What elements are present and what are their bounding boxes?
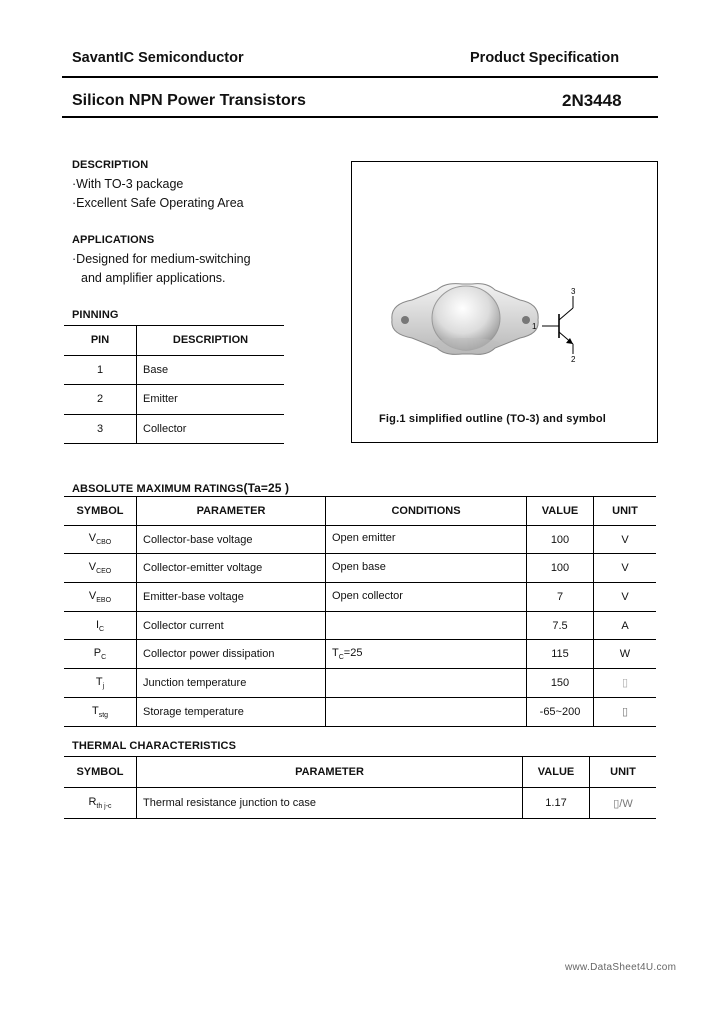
rating-parameter: Emitter-base voltage [137,583,326,612]
product-title: Silicon NPN Power Transistors [72,92,306,109]
pinning-table [64,325,284,444]
rating-symbol: $T_{stg}$ [64,697,137,726]
figure-caption: Fig.1 simplified outline (TO-3) and symbol [379,413,606,425]
pin-label-emitter: 2 [571,355,576,364]
rating-condition: $T_C=25$ [326,640,527,669]
rating-value: 7 [527,583,594,612]
cap-shadow [432,338,500,350]
pin-description: Collector [143,422,187,435]
table-row [64,788,656,819]
table-row [64,414,284,444]
rating-parameter: Collector current [137,611,326,640]
thermal-col-parameter: PARAMETER [137,757,523,788]
thermal-value: 1.17 [523,788,590,819]
ratings-col-conditions: CONDITIONS [326,497,527,526]
rating-value: 100 [527,554,594,583]
rating-value: 150 [527,669,594,698]
ratings-col-value: VALUE [527,497,594,526]
rating-value: 7.5 [527,611,594,640]
rating-unit: W [619,648,631,661]
applications-line: and amplifier applications. [81,271,226,285]
header-rule [62,76,658,78]
table-row [64,640,656,669]
company-name: SavantIC Semiconductor [72,50,244,66]
pin-description: Emitter [143,393,178,406]
thermal-col-value: VALUE [523,757,590,788]
rating-condition [326,611,527,640]
table-row [64,697,656,726]
rating-symbol: $P_C$ [64,640,137,669]
table-row [64,385,284,415]
table-row [64,525,656,554]
table-row [64,611,656,640]
pin-description: Base [143,363,169,376]
ratings-heading [72,481,289,495]
thermal-table [64,756,656,819]
thermal-symbol: $R_{th j-c}$ [64,788,137,819]
pinning-col-pin: PIN [64,326,137,356]
rating-symbol: $T_j$ [64,669,137,698]
document-type: Product Specification [470,50,620,66]
figure-box [351,161,658,443]
table-row [64,355,284,385]
rating-symbol: $V_{EBO}$ [64,583,137,612]
ratings-heading-condition: (Ta=25 ) [243,481,290,495]
thermal-parameter: Thermal resistance junction to case [137,788,523,819]
thermal-unit: ▯/W [613,797,633,810]
ratings-col-symbol: SYMBOL [64,497,137,526]
applications-line: ·Designed for medium-switching [72,252,251,266]
mounting-hole [401,316,409,324]
pin-number: 2 [64,385,137,415]
ratings-heading-main: ABSOLUTE MAXIMUM RATINGS [72,483,244,495]
rating-unit: V [621,590,629,603]
description-item: ·With TO-3 package [72,177,184,191]
rating-parameter: Junction temperature [137,669,326,698]
pin-label-base: 1 [532,322,537,331]
rating-parameter: Collector-emitter voltage [137,554,326,583]
rating-unit: V [621,533,629,546]
npn-transistor-symbol [527,282,617,382]
rating-unit: V [621,562,629,575]
rating-unit: A [621,619,629,632]
rating-parameter: Collector power dissipation [137,640,326,669]
table-row [64,554,656,583]
rating-condition: Open emitter [326,525,527,554]
watermark: www.DataSheet4U.com [565,962,677,973]
rating-condition [326,669,527,698]
rating-symbol: $V_{CBO}$ [64,525,137,554]
rating-unit: ▯ [621,677,629,690]
ratings-table [64,496,656,727]
rating-value: -65~200 [527,697,594,726]
rating-condition [326,697,527,726]
rating-parameter: Collector-base voltage [137,525,326,554]
rating-condition: Open base [326,554,527,583]
pin-number: 3 [64,414,137,444]
applications-heading: APPLICATIONS [72,234,155,246]
ratings-col-parameter: PARAMETER [137,497,326,526]
pinning-col-description: DESCRIPTION [172,334,249,347]
rating-unit: ▯ [621,706,629,719]
thermal-heading: THERMAL CHARACTERISTICS [72,740,237,752]
rating-value: 115 [527,640,594,669]
part-number: 2N3448 [562,91,622,110]
ratings-col-unit: UNIT [612,504,638,517]
description-item: ·Excellent Safe Operating Area [72,196,244,210]
pin-label-collector: 3 [571,287,576,296]
title-rule [62,116,658,118]
table-row [64,583,656,612]
rating-condition: Open collector [326,583,527,612]
pinning-heading: PINNING [72,309,119,321]
rating-parameter: Storage temperature [137,697,326,726]
rating-value: 100 [527,525,594,554]
table-row [64,669,656,698]
rating-symbol: $I_C$ [64,611,137,640]
description-heading: DESCRIPTION [72,159,149,171]
thermal-col-unit: UNIT [610,766,636,778]
collector-line [559,308,573,320]
rating-symbol: $V_{CEO}$ [64,554,137,583]
thermal-col-symbol: SYMBOL [64,757,137,788]
pin-number: 1 [64,355,137,385]
